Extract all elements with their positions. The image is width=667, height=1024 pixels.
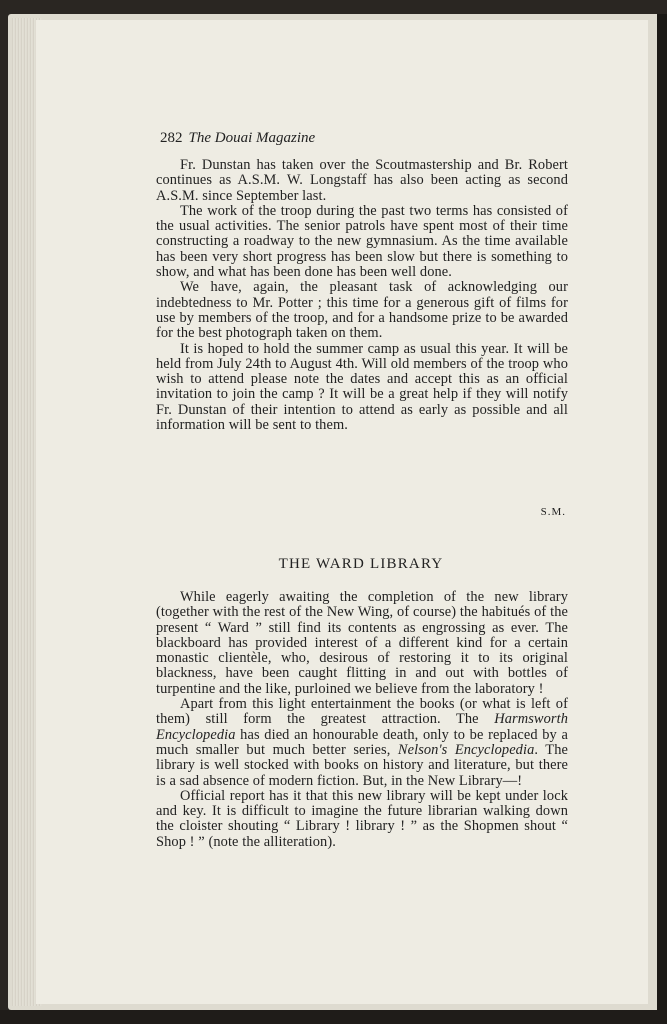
text-run: . The library is well stocked with books on history and literature, but there is a sad absence of modern fiction. But, in the New Library—! [156,741,568,789]
signature-initials: S.M. [540,506,566,518]
paragraph: Official report has it that this new library will be kept under lock and key. It is difficult to imagine the future librarian walking down the cloister shouting “ Library ! library ! ” as the Shopmen shout “ Shop ! ” (note the alliteration). [156,787,568,850]
text-run: Apart from this light entertainment the books (or what is left of them) still form the greatest attraction. The [156,696,568,728]
paragraph [156,697,568,789]
magazine-title: The Douai Magazine [188,130,316,146]
paragraph: The work of the troop during the past two terms has consisted of the usual activities. The senior patrols have spent most of their time constructing a roadway to the new gymnasium. As the time available has been very short progress has been slow but there is something to show, and what has been done has been well done. [156,202,568,281]
paragraph: It is hoped to hold the summer camp as usual this year. It will be held from July 24th to August 4th. Will old members of the troop who wish to attend please note the dates and accept this as an official invitation to join the camp ? It will be a great help if they will notify Fr. Dunstan of their intention to attend as early as possible and all information will be sent to them. [156,340,568,434]
page-header [160,130,315,147]
ward-library-article [156,590,568,850]
book-bottom-edge [0,1010,667,1024]
text-run: has died an honourable death, only to be replaced by a much smaller but much better series, [156,726,568,758]
book-title: Nelson's Encyclopedia [397,741,535,758]
book-spine [657,14,667,1010]
paragraph: We have, again, the pleasant task of acknowledging our indebtedness to Mr. Potter ; this time for a generous gift of films for use by members of the troop, and for a handsome prize to be awarded for the best photograph taken on them. [156,279,568,342]
page-number: 282 [160,130,183,146]
paragraph: Fr. Dunstan has taken over the Scoutmastership and Br. Robert continues as A.S.M. W. Longstaff has also been acting as second A.S.M. since September last. [156,157,568,204]
scouts-report [156,158,568,433]
magazine-page [36,20,648,1004]
paragraph: While eagerly awaiting the completion of the new library (together with the rest of the New Wing, of course) the habitués of the present “ Ward ” still find its contents as engrossing as ever. The blackboard has provided interest of a different kind for a certain monastic clientèle, who, desirous of restoring it to its original blackness, have been caught flitting in and out with bottles of turpentine and the like, purloined we believe from the laboratory ! [156,589,568,697]
book-title: Harmsworth Encyclopedia [156,711,568,743]
section-title: THE WARD LIBRARY [278,556,444,572]
